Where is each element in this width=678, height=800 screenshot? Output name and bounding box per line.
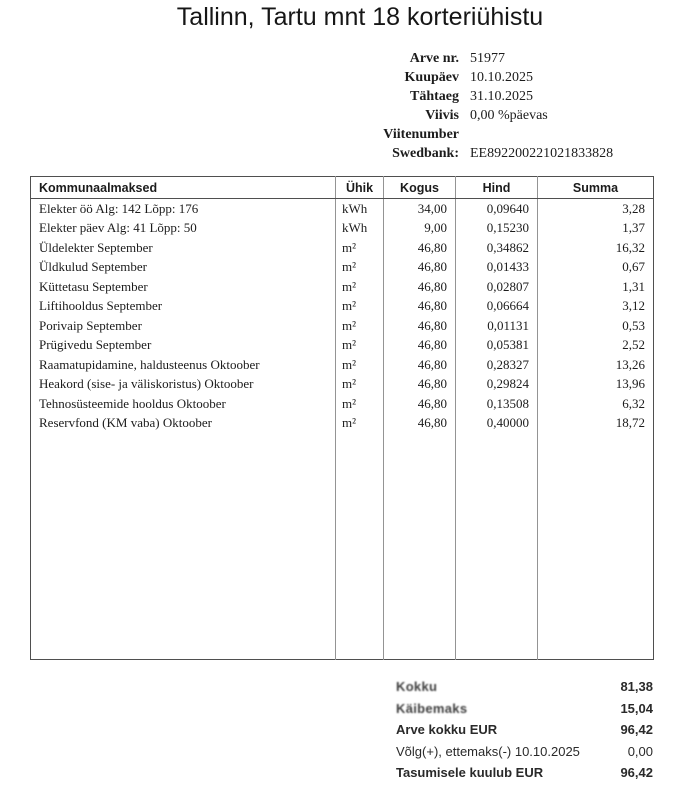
item-quantity: 46,80 [384, 258, 456, 278]
vat-row [396, 698, 653, 720]
item-unit: m² [336, 277, 384, 297]
item-sum: 13,96 [538, 375, 654, 395]
invoice-date-label: Kuupäev [404, 70, 459, 85]
table-row [31, 375, 654, 395]
item-description: Elekter öö Alg: 142 Lõpp: 176 [39, 200, 199, 216]
item-price: 0,13508 [456, 394, 538, 414]
amount-due-row [396, 762, 653, 784]
item-price: 0,09640 [456, 199, 538, 219]
item-sum: 0,67 [538, 258, 654, 278]
charges-table [30, 176, 654, 660]
invoice-number-value: 51977 [470, 51, 505, 66]
invoice-total-value: 96,42 [620, 722, 653, 738]
item-sum: 0,53 [538, 316, 654, 336]
item-description: Küttetasu September [39, 278, 148, 294]
invoice-total-label: Arve kokku EUR [396, 722, 498, 738]
vat-value: 15,04 [620, 700, 653, 716]
item-sum: 3,12 [538, 297, 654, 317]
item-sum: 1,37 [538, 219, 654, 239]
item-unit: kWh [336, 199, 384, 219]
column-header-quantity: Kogus [384, 177, 456, 199]
item-quantity: 46,80 [384, 297, 456, 317]
item-description: Üldelekter September [39, 239, 153, 255]
bank-account-value: EE892200221021833828 [470, 146, 614, 161]
table-row [31, 414, 654, 434]
subtotal-row [396, 676, 653, 698]
item-price: 0,01433 [456, 258, 538, 278]
item-quantity: 46,80 [384, 394, 456, 414]
item-unit: m² [336, 375, 384, 395]
penalty-row [0, 106, 678, 125]
item-sum: 2,52 [538, 336, 654, 356]
invoice-total-row [396, 719, 653, 741]
table-row [31, 394, 654, 414]
item-quantity: 46,80 [384, 277, 456, 297]
item-price: 0,34862 [456, 238, 538, 258]
item-quantity: 46,80 [384, 316, 456, 336]
item-description: Porivaip September [39, 317, 142, 333]
item-unit: m² [336, 297, 384, 317]
item-unit: kWh [336, 219, 384, 239]
table-empty-space [31, 433, 654, 660]
item-price: 0,29824 [456, 375, 538, 395]
due-date-row [0, 87, 678, 106]
table-row [31, 277, 654, 297]
amount-due-label: Tasumisele kuulub EUR [396, 765, 544, 781]
item-quantity: 9,00 [384, 219, 456, 239]
item-description: Raamatupidamine, haldusteenus Oktoober [39, 356, 260, 372]
invoice-info-block [0, 49, 678, 163]
item-unit: m² [336, 258, 384, 278]
item-description: Heakord (sise- ja väliskoristus) Oktoober [39, 376, 254, 392]
item-sum: 1,31 [538, 277, 654, 297]
item-sum: 18,72 [538, 414, 654, 434]
table-header-row [31, 177, 654, 199]
item-quantity: 46,80 [384, 238, 456, 258]
item-price: 0,02807 [456, 277, 538, 297]
table-row [31, 336, 654, 356]
item-price: 0,28327 [456, 355, 538, 375]
item-unit: m² [336, 394, 384, 414]
item-price: 0,01131 [456, 316, 538, 336]
item-sum: 16,32 [538, 238, 654, 258]
item-description: Tehnosüsteemide hooldus Oktoober [39, 395, 226, 411]
debt-prepayment-label: Võlg(+), ettemaks(-) 10.10.2025 [396, 743, 580, 759]
debt-prepayment-row [396, 741, 653, 763]
invoice-date-value: 10.10.2025 [470, 70, 533, 85]
table-row [31, 355, 654, 375]
item-unit: m² [336, 414, 384, 434]
item-quantity: 34,00 [384, 199, 456, 219]
subtotal-label: Kokku [396, 679, 438, 694]
item-unit: m² [336, 238, 384, 258]
item-quantity: 46,80 [384, 375, 456, 395]
bank-account-row [0, 144, 678, 163]
item-description: Elekter päev Alg: 41 Lõpp: 50 [39, 220, 197, 236]
table-row [31, 219, 654, 239]
due-date-value: 31.10.2025 [470, 89, 533, 104]
item-unit: m² [336, 336, 384, 356]
column-header-unit: Ühik [336, 177, 384, 199]
penalty-value: 0,00 %päevas [470, 108, 548, 123]
table-row [31, 258, 654, 278]
bank-account-label: Swedbank: [392, 146, 459, 161]
due-date-label: Tähtaeg [410, 89, 459, 104]
subtotal-value: 81,38 [620, 679, 653, 694]
amount-due-value: 96,42 [620, 765, 653, 781]
item-price: 0,05381 [456, 336, 538, 356]
column-header-price: Hind [456, 177, 538, 199]
item-price: 0,15230 [456, 219, 538, 239]
reference-number-row [0, 125, 678, 144]
table-row [31, 238, 654, 258]
item-price: 0,06664 [456, 297, 538, 317]
vat-label: Käibemaks [396, 700, 468, 716]
item-description: Reservfond (KM vaba) Oktoober [39, 415, 212, 431]
debt-prepayment-value: 0,00 [627, 743, 653, 759]
invoice-number-row [0, 49, 678, 68]
invoice-date-row [0, 68, 678, 87]
item-description: Üldkulud September [39, 259, 147, 275]
penalty-label: Viivis [425, 108, 459, 123]
item-unit: m² [336, 355, 384, 375]
invoice-number-label: Arve nr. [409, 51, 459, 66]
item-quantity: 46,80 [384, 336, 456, 356]
table-row [31, 297, 654, 317]
table-row [31, 199, 654, 219]
item-quantity: 46,80 [384, 414, 456, 434]
table-row [31, 316, 654, 336]
item-description: Prügivedu September [39, 337, 152, 353]
item-unit: m² [336, 316, 384, 336]
item-sum: 6,32 [538, 394, 654, 414]
item-sum: 13,26 [538, 355, 654, 375]
item-description: Liftihooldus September [39, 298, 163, 314]
totals-block [396, 676, 653, 784]
item-sum: 3,28 [538, 199, 654, 219]
reference-number-label: Viitenumber [383, 127, 459, 142]
column-header-sum: Summa [538, 177, 654, 199]
column-header-name: Kommunaalmaksed [31, 177, 336, 199]
item-quantity: 46,80 [384, 355, 456, 375]
page-title: Tallinn, Tartu mnt 18 korteriühistu [176, 3, 544, 31]
item-price: 0,40000 [456, 414, 538, 434]
